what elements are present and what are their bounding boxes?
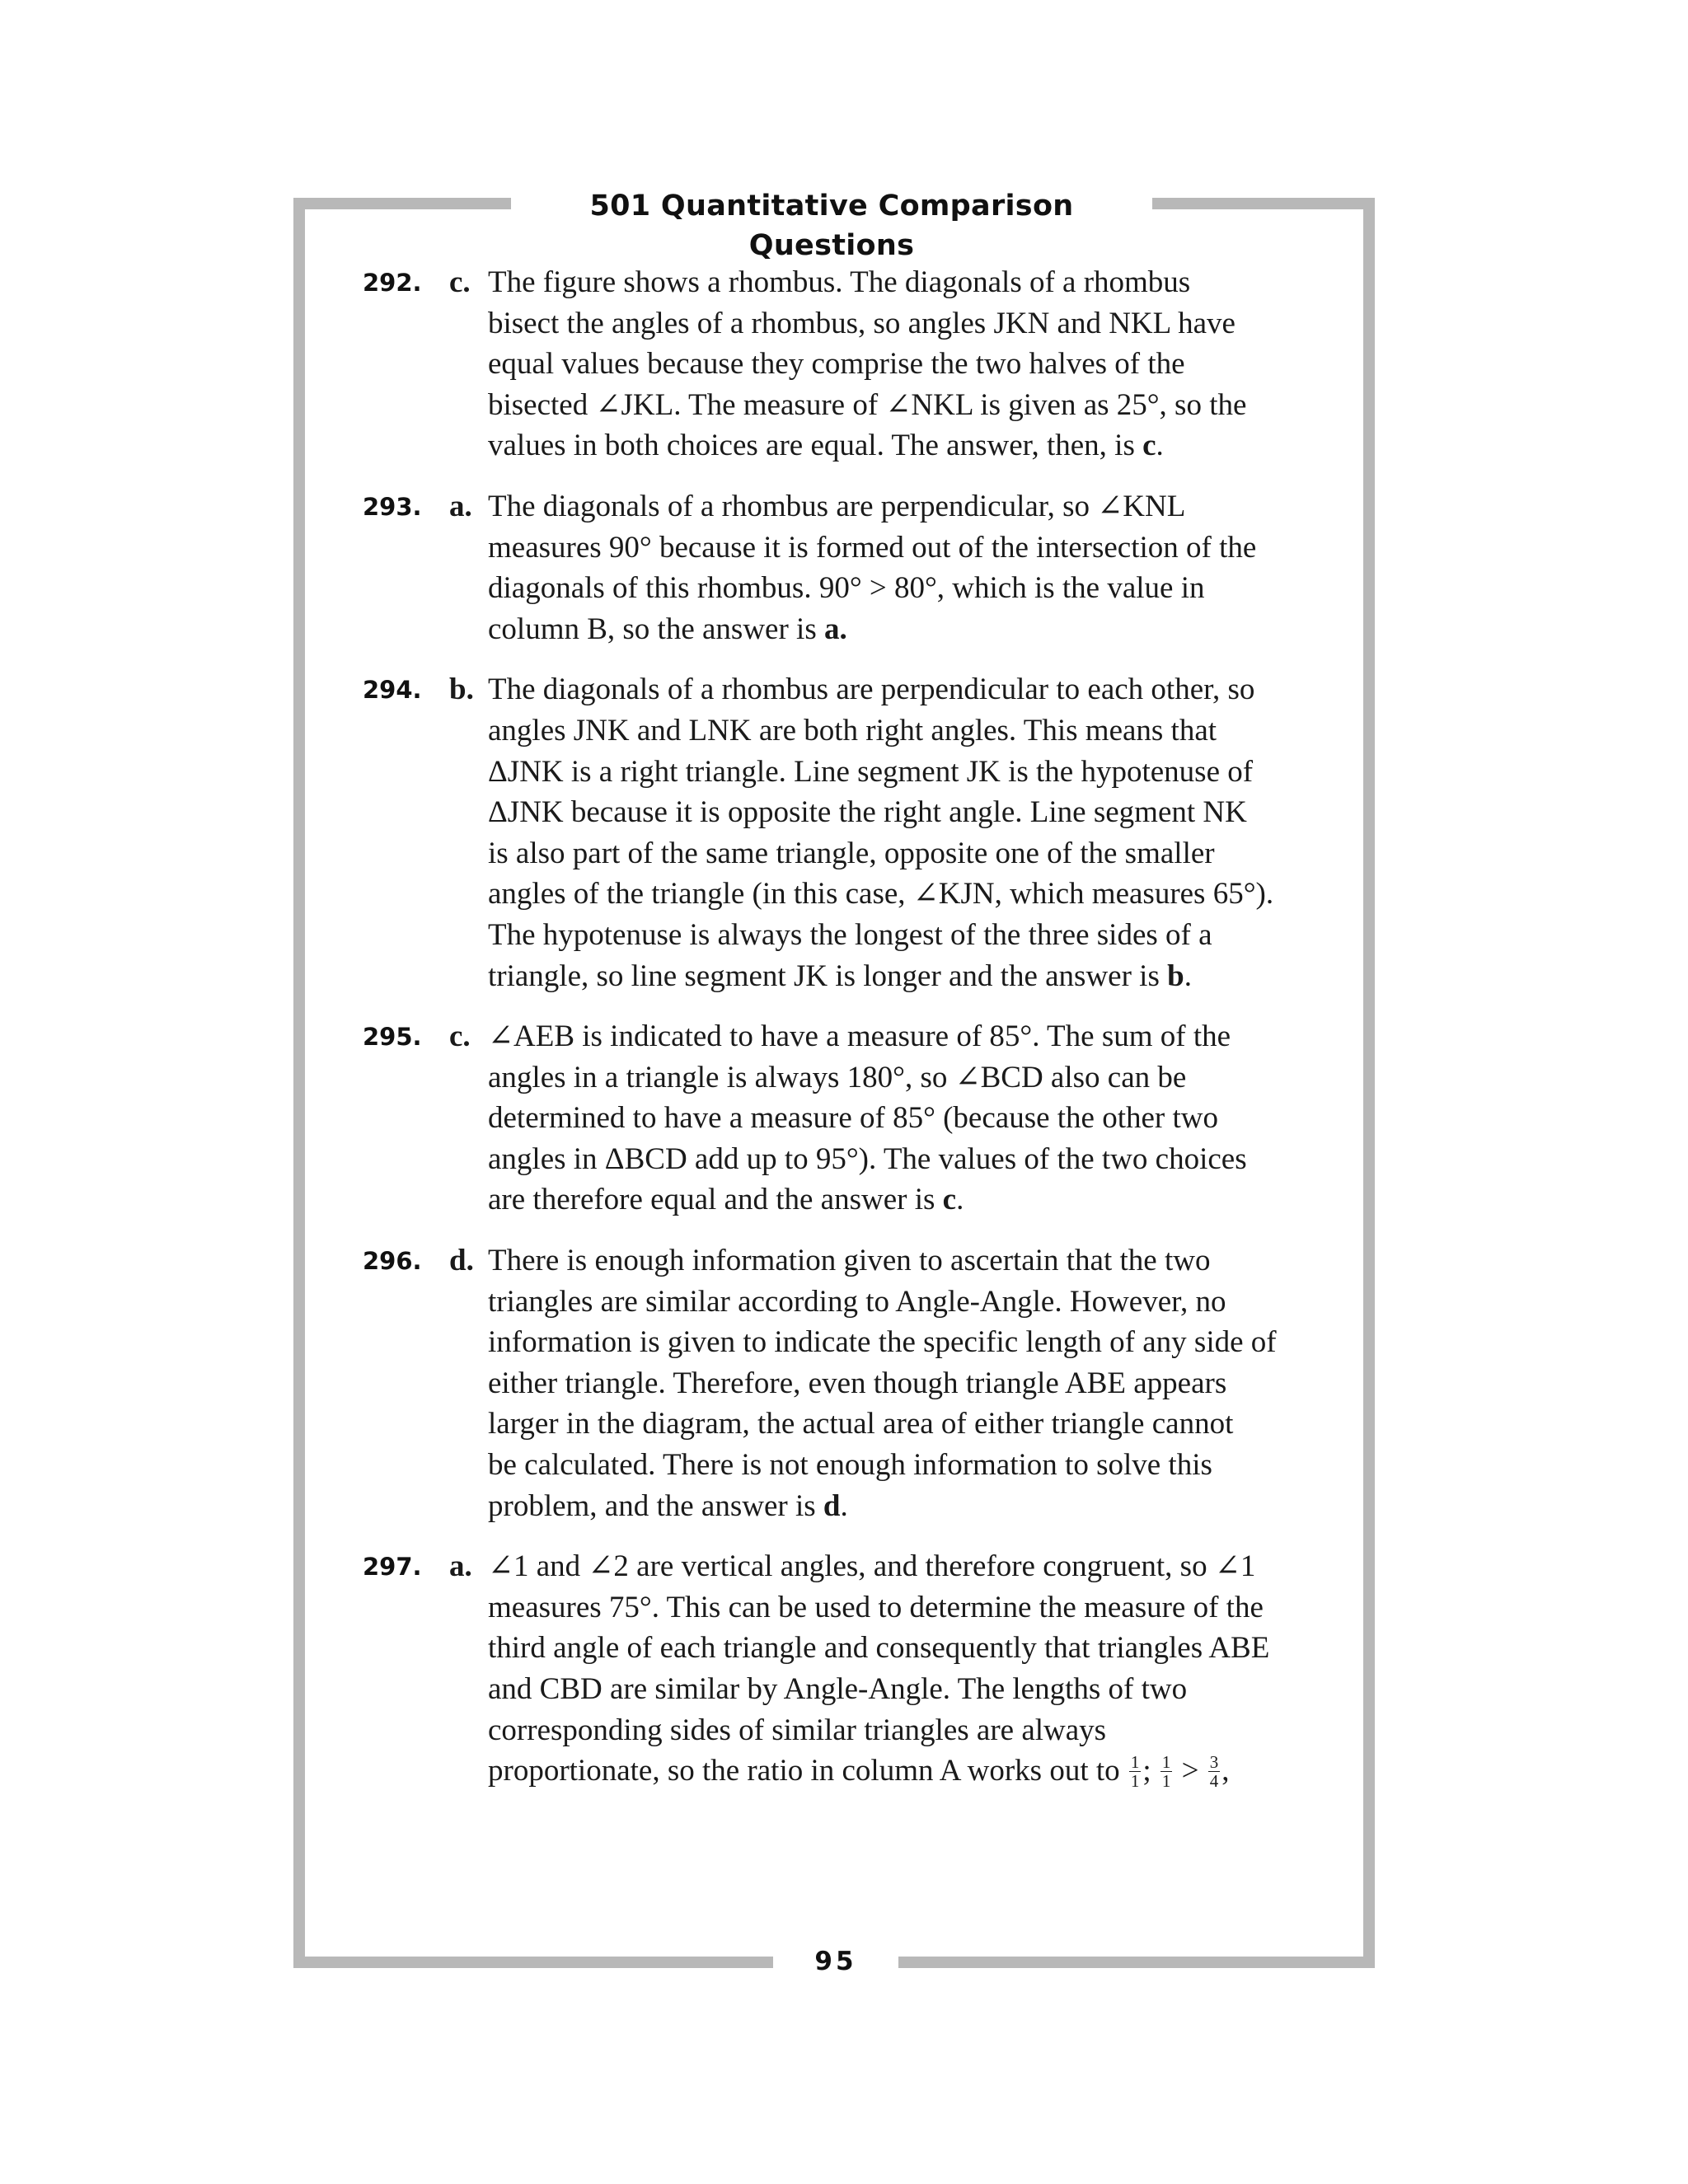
running-header-title: 501 Quantitative Comparison Questions: [589, 190, 1074, 262]
explanation-line: is also part of the same triangle, opposite one of the smaller: [488, 836, 1215, 870]
final-answer: c: [942, 1183, 957, 1217]
question-number: 294.: [363, 676, 422, 705]
explanation-line: [488, 1486, 1311, 1527]
answer-letter: a.: [449, 1549, 472, 1584]
explanation-line: equal values because they comprise the two halves of the: [488, 347, 1185, 382]
explanation-line: angles JNK and LNK are both right angles. This means that: [488, 713, 1217, 748]
explanation-text: column B, so the answer is: [488, 612, 824, 646]
explanation-line: angles in ΔBCD add up to 95°). The values of the two choices: [488, 1141, 1247, 1176]
explanation-line: [488, 956, 1311, 997]
explanation-line: either triangle. Therefore, even though triangle ABE appears: [488, 1366, 1227, 1400]
final-answer: b: [1167, 958, 1184, 993]
fraction: [1160, 1753, 1173, 1790]
page-frame-bottom-right: [898, 1957, 1375, 1968]
explanation-line: and CBD are similar by Angle-Angle. The lengths of two: [488, 1672, 1188, 1706]
explanation-text: triangle, so line segment JK is longer and the answer is: [488, 958, 1168, 993]
question-number: 297.: [363, 1553, 422, 1582]
answer-letter: d.: [449, 1244, 474, 1278]
explanation-text: proportionate, so the ratio in column A works out to: [488, 1754, 1128, 1788]
explanation-line: The diagonals of a rhombus are perpendicular, so ∠KNL: [488, 489, 1186, 523]
answer-letter: c.: [449, 1019, 471, 1054]
final-answer: d: [823, 1488, 841, 1523]
explanation-line: ΔJNK because it is opposite the right angle. Line segment NK: [488, 795, 1247, 830]
explanation-line: [488, 1750, 1311, 1792]
fraction-denominator: 1: [1130, 1771, 1140, 1792]
page-frame-top-left: [293, 198, 511, 209]
question-number: 293.: [363, 492, 422, 521]
explanation-line: third angle of each triangle and consequently that triangles ABE: [488, 1631, 1270, 1666]
answer-293: [363, 486, 1311, 649]
explanation-text: values in both choices are equal. The answer, then, is: [488, 429, 1143, 463]
fraction: [1129, 1753, 1142, 1790]
explanation-line: There is enough information given to ascertain that the two: [488, 1244, 1211, 1278]
answer-letter: a.: [449, 489, 472, 523]
trailing-punctuation: ,: [1221, 1754, 1230, 1788]
answer-292: [363, 262, 1311, 466]
fraction-numerator: 3: [1209, 1752, 1219, 1773]
fraction-numerator: 1: [1130, 1752, 1140, 1773]
explanation-line: ΔJNK is a right triangle. Line segment JK is the hypotenuse of: [488, 754, 1254, 789]
answer-296: [363, 1240, 1311, 1526]
explanation-line: information is given to indicate the specific length of any side of: [488, 1325, 1277, 1360]
explanation-line: The figure shows a rhombus. The diagonals of a rhombus: [488, 265, 1191, 299]
final-punctuation: .: [1156, 429, 1164, 463]
final-punctuation: .: [840, 1488, 848, 1523]
question-number: 296.: [363, 1247, 422, 1276]
explanation-line: bisect the angles of a rhombus, so angles JKN and NKL have: [488, 306, 1236, 340]
question-number: 295.: [363, 1023, 422, 1052]
explanation-text: problem, and the answer is: [488, 1488, 823, 1523]
explanation-line: larger in the diagram, the actual area of either triangle cannot: [488, 1407, 1234, 1441]
explanation-line: angles of the triangle (in this case, ∠KJN, which measures 65°).: [488, 877, 1274, 912]
final-punctuation: .: [956, 1183, 964, 1217]
explanation-text: are therefore equal and the answer is: [488, 1183, 943, 1217]
explanation-line: [488, 425, 1311, 466]
separator: ;: [1142, 1754, 1151, 1788]
answer-297: [363, 1546, 1311, 1792]
explanation-line: measures 90° because it is formed out of the intersection of the: [488, 530, 1257, 565]
fraction-denominator: 1: [1161, 1771, 1171, 1792]
explanation-line: The hypotenuse is always the longest of the three sides of a: [488, 917, 1212, 952]
answer-letter: c.: [449, 265, 471, 299]
final-answer: a.: [823, 612, 847, 646]
explanation-line: The diagonals of a rhombus are perpendicular to each other, so: [488, 673, 1255, 707]
page-frame-right: [1363, 198, 1375, 1968]
explanation-line: diagonals of this rhombus. 90° > 80°, which is the value in: [488, 571, 1205, 606]
explanation-line: [488, 609, 1311, 650]
final-punctuation: .: [1184, 958, 1192, 993]
fraction: [1208, 1753, 1221, 1790]
explanation-line: corresponding sides of similar triangles are always: [488, 1713, 1107, 1747]
question-number: 292.: [363, 269, 422, 297]
fraction-denominator: 4: [1209, 1771, 1219, 1792]
explanation-line: determined to have a measure of 85° (because the other two: [488, 1101, 1218, 1136]
explanation-line: ∠AEB is indicated to have a measure of 85°. The sum of the: [488, 1019, 1231, 1054]
comparison-sign: >: [1174, 1754, 1207, 1788]
explanation-line: triangles are similar according to Angle-Angle. However, no: [488, 1284, 1226, 1319]
explanation-line: measures 75°. This can be used to determine the measure of the: [488, 1590, 1264, 1624]
explanation-line: be calculated. There is not enough information to solve this: [488, 1448, 1212, 1483]
explanation-line: [488, 1179, 1311, 1221]
final-answer: c: [1142, 429, 1156, 463]
explanation-line: ∠1 and ∠2 are vertical angles, and therefore congruent, so ∠1: [488, 1549, 1256, 1584]
fraction-numerator: 1: [1161, 1752, 1171, 1773]
explanation-line: angles in a triangle is always 180°, so ∠BCD also can be: [488, 1060, 1187, 1094]
page-frame-left: [293, 198, 305, 1968]
answer-294: [363, 669, 1311, 996]
page-number: 95: [814, 1947, 857, 1976]
page-frame-bottom-left: [293, 1957, 773, 1968]
explanation-line: bisected ∠JKL. The measure of ∠NKL is given as 25°, so the: [488, 387, 1247, 422]
answer-295: [363, 1016, 1311, 1221]
answer-letter: b.: [449, 673, 474, 707]
answer-list: [363, 262, 1311, 1811]
page-frame-top-right: [1152, 198, 1375, 209]
